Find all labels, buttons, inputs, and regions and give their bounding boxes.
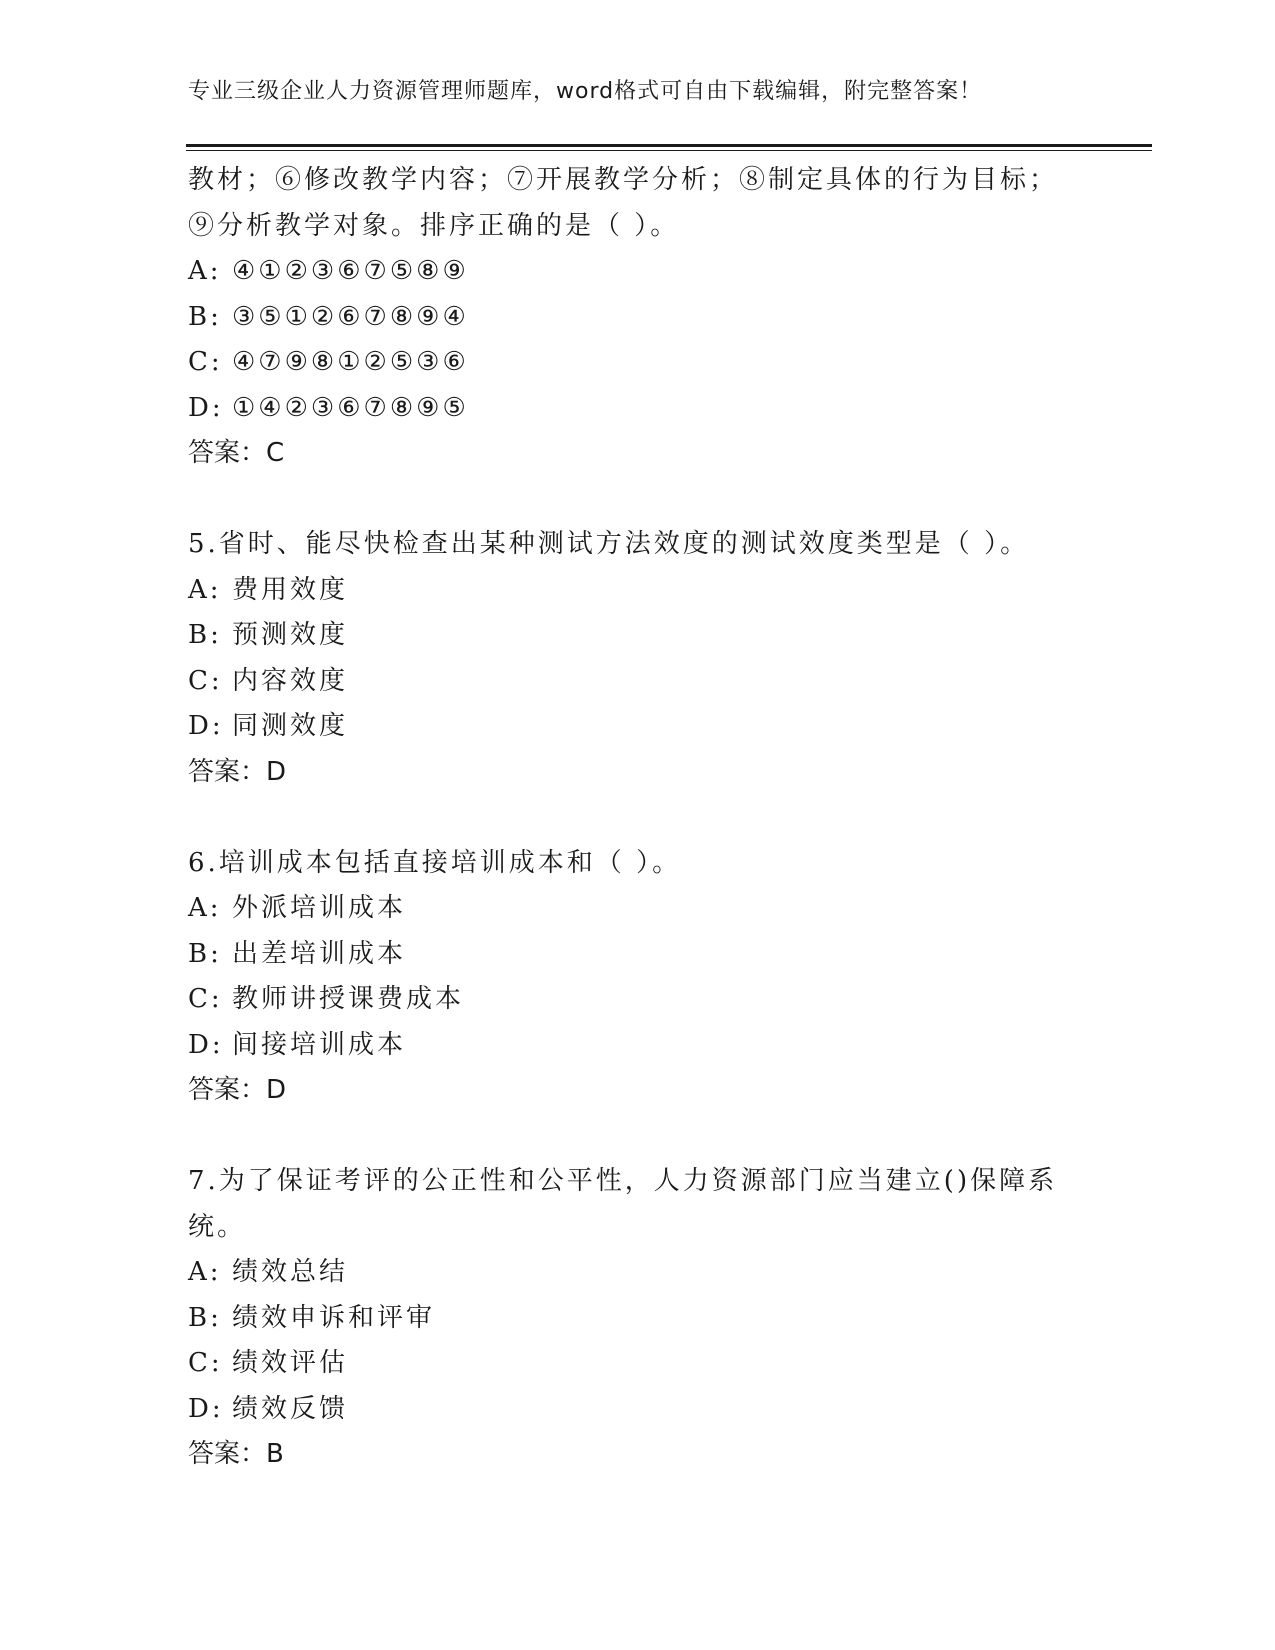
option-text: 绩效申诉和评审: [232, 1302, 436, 1333]
option-text: ④①②③⑥⑦⑤⑧⑨: [232, 256, 469, 286]
option-d: [188, 386, 1088, 432]
option-key: A:: [188, 893, 222, 923]
option-text: 同测效度: [232, 711, 349, 741]
option-text: 绩效评估: [232, 1348, 349, 1378]
option-c: [188, 977, 1088, 1023]
option-b: [188, 1296, 1088, 1342]
option-d: [188, 1023, 1088, 1069]
question-content: [188, 158, 1088, 1478]
option-d: [188, 704, 1088, 750]
option-text: 预测效度: [232, 620, 349, 650]
option-c: [188, 1341, 1088, 1387]
header-rule-thick: [186, 144, 1152, 147]
option-a: [188, 568, 1088, 614]
question-text-line: ⑨分析教学对象。排序正确的是（ ）。: [188, 210, 680, 241]
question-7: [188, 1159, 1088, 1478]
option-text: 内容效度: [232, 665, 349, 696]
option-b: [188, 295, 1088, 341]
option-c: [188, 340, 1088, 386]
question-text-line: 5.省时、能尽快检查出某种测试方法效度的测试效度类型是（ ）。: [188, 529, 1030, 559]
option-key: D:: [188, 1029, 224, 1060]
question-6: [188, 841, 1088, 1114]
option-text: ④⑦⑨⑧①②⑤③⑥: [232, 347, 469, 377]
option-a: [188, 886, 1088, 932]
option-key: B:: [188, 1302, 222, 1333]
option-key: C:: [188, 984, 223, 1014]
option-text: 教师讲授课费成本: [232, 984, 465, 1014]
spacer: [188, 795, 1088, 841]
question-continued: [188, 158, 1088, 477]
option-key: A:: [188, 256, 222, 286]
option-key: B:: [188, 620, 222, 650]
option-d: [188, 1387, 1088, 1433]
option-text: 间接培训成本: [232, 1029, 407, 1060]
option-c: [188, 659, 1088, 705]
option-text: 绩效反馈: [232, 1393, 349, 1424]
question-text-line: 7.为了保证考评的公正性和公平性，人力资源部门应当建立()保障系: [188, 1166, 1058, 1196]
option-key: D:: [188, 392, 224, 423]
option-key: D:: [188, 711, 224, 741]
answer-line: 答案：D: [188, 1075, 287, 1105]
question-text-line: 统。: [188, 1211, 247, 1242]
option-b: [188, 932, 1088, 978]
option-key: A:: [188, 1257, 222, 1287]
option-b: [188, 613, 1088, 659]
option-key: A:: [188, 574, 222, 605]
option-key: B:: [188, 938, 222, 969]
option-text: 外派培训成本: [232, 893, 407, 923]
answer-line: 答案：D: [188, 756, 287, 787]
question-5: [188, 522, 1088, 795]
option-text: 出差培训成本: [232, 938, 407, 969]
option-key: C:: [188, 665, 223, 696]
option-text: 绩效总结: [232, 1257, 349, 1287]
question-text-line: 教材；⑥修改教学内容；⑦开展教学分析；⑧制定具体的行为目标；: [188, 165, 1059, 195]
header-rule-thin: [186, 150, 1152, 151]
option-text: ①④②③⑥⑦⑧⑨⑤: [232, 392, 469, 423]
page-header: 专业三级企业人力资源管理师题库，word格式可自由下载编辑，附完整答案！: [188, 79, 983, 104]
answer-line: 答案：B: [188, 1439, 284, 1469]
option-a: [188, 1250, 1088, 1296]
option-key: C:: [188, 347, 223, 377]
option-a: [188, 249, 1088, 295]
option-text: ③⑤①②⑥⑦⑧⑨④: [232, 301, 469, 332]
spacer: [188, 1114, 1088, 1160]
option-key: C:: [188, 1348, 223, 1378]
question-text-line: 6.培训成本包括直接培训成本和（ ）。: [188, 847, 682, 878]
option-key: B:: [188, 301, 222, 332]
spacer: [188, 477, 1088, 523]
option-text: 费用效度: [232, 574, 349, 605]
answer-line: 答案：C: [188, 438, 285, 468]
option-key: D:: [188, 1393, 224, 1424]
